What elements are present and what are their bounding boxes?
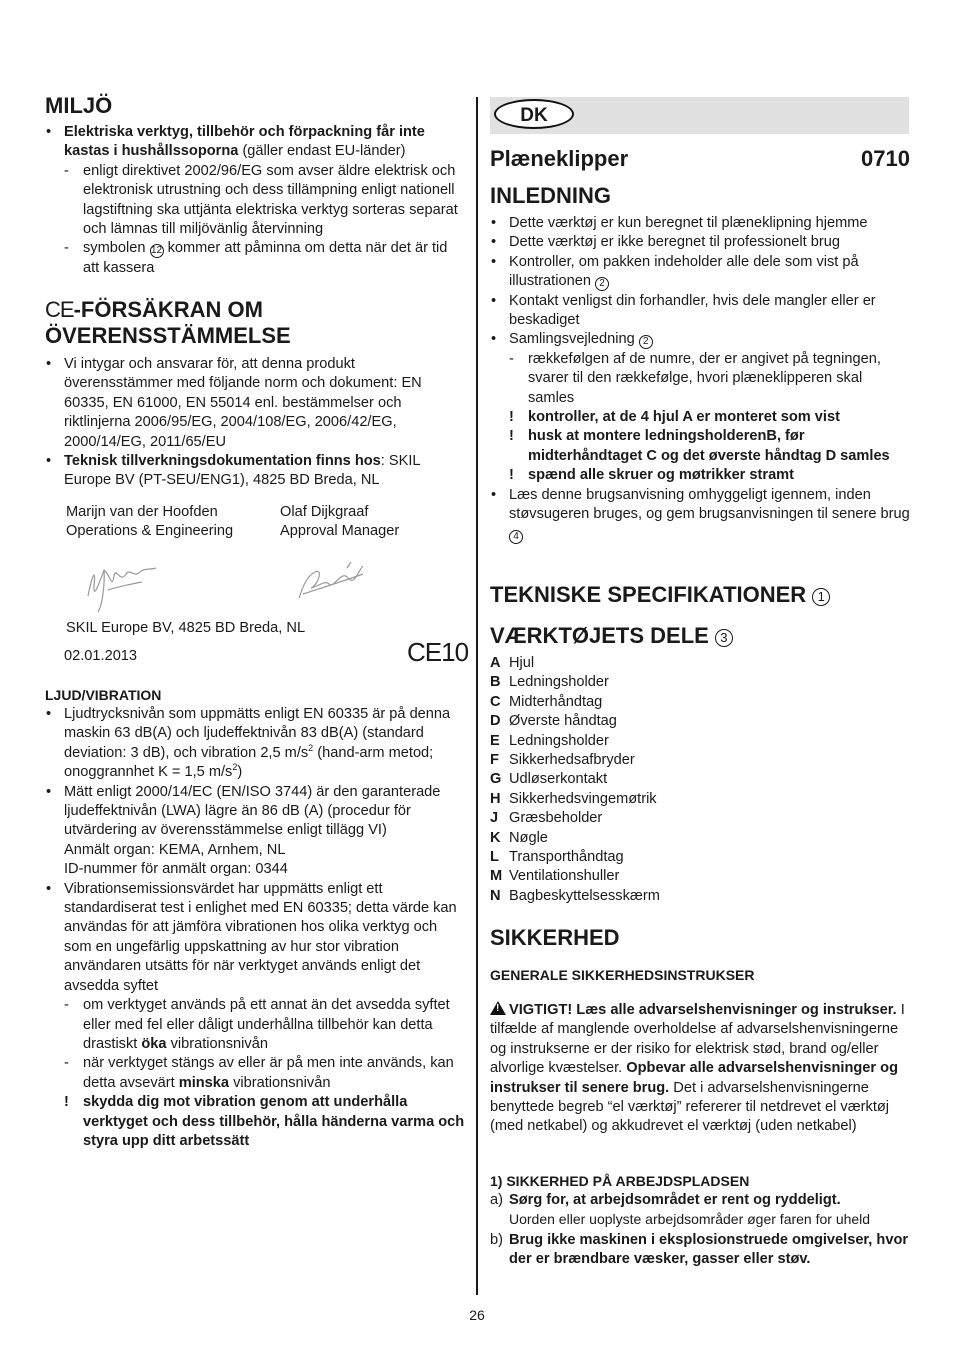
callout-number: 1 <box>812 588 830 606</box>
part-item <box>490 770 910 789</box>
list-item: • Ljudtrycksnivån som uppmätts enligt EN 60335 är på denna maskin 63 dB(A) och ljudeffektnivån 83 dB(A) (standard deviation: 3 dB), och vibration 2,5 $m/s^2$ (hand-arm metod; onoggrannhet K = 1,5 $m/s^2$) <box>45 705 465 783</box>
parts-list <box>490 654 910 906</box>
part-label: Ledningsholder <box>509 732 609 749</box>
ce-declaration-heading: CE-FÖRSÄKRAN OM ÖVERENSSTÄMMELSE <box>45 297 291 348</box>
warning-note: ! husk at montere ledningsholderenB, før midterhåndtaget C og det øverste håndtag D samles <box>509 428 890 464</box>
warning-note: ! spænd alle skruer og møtrikker stramt <box>509 467 795 484</box>
part-item <box>490 712 910 731</box>
part-item <box>490 867 910 886</box>
part-label: Transporthåndtag <box>509 849 624 866</box>
list-subitem: - när verktyget stängs av eller är på men inte används, kan detta avsevärt minska vibrationsnivån <box>64 1055 454 1091</box>
callout-number: 12 <box>150 245 163 257</box>
list-item: • Teknisk tillverkningsdokumentation finns hos: SKIL Europe BV (PT-SEU/ENG1), 4825 BD Breda, NL <box>45 452 465 491</box>
sikkerhed-subheading: GENERALE SIKKERHEDSINSTRUKSER <box>490 967 755 983</box>
signatory-2: Olaf Dijkgraaf Approval Manager <box>280 504 400 540</box>
column-divider <box>476 97 478 1295</box>
language-bar <box>490 97 909 134</box>
list-item: • Dette værktøj er ikke beregnet til professionelt brug <box>490 233 910 252</box>
inledning-section <box>490 214 910 544</box>
product-code: 0710 <box>861 146 910 171</box>
miljo-heading: MILJÖ <box>45 93 113 118</box>
signature-1-image <box>80 556 160 614</box>
part-letter: D <box>490 713 501 730</box>
list-item: • Elektriska verktyg, tillbehör och förpackning får inte kastas i hushållssoporna (gäller endast EU-länder) <box>45 123 465 162</box>
part-label: Ventilationshuller <box>509 868 620 885</box>
important-notice: !VIGTIGT! Læs alle advarselshenvisninger og instrukser. I tilfælde af manglende overholdelse af advarselshenvisningerne og instrukserne er der risiko for elektrisk stød, brand og/eller alvorlige kvæstelser. Opbevar alle advarselshenvisninger og instrukser til senere brug. Det i advarselshenvisningerne benyttede begreb “el værktøj” refererer til netdrevet el værktøj (med netkabel) og akkudrevet el værktøj (uden netkabel) <box>490 1001 910 1137</box>
part-label: Bagbeskyttelsesskærm <box>509 887 660 904</box>
part-label: Græsbeholder <box>509 810 603 827</box>
part-letter: N <box>490 887 501 904</box>
list-item: a) Sørg for, at arbejdsområdet er rent og ryddeligt. Uorden eller uoplyste arbejdsområder øger faren for uheld <box>490 1192 871 1228</box>
signatory-1: Marijn van der Hoofden Operations & Engineering <box>66 504 234 540</box>
part-item <box>490 829 910 848</box>
part-label: Hjul <box>509 655 535 671</box>
part-label: Ledningsholder <box>509 674 609 691</box>
declaration-date: 02.01.2013 <box>64 648 138 664</box>
part-item <box>490 751 910 770</box>
part-letter: B <box>490 674 501 691</box>
list-item: • Dette værktøj er kun beregnet til plæneklipning hjemme <box>490 214 910 233</box>
list-item: • Læs denne brugsanvisning omhyggeligt igennem, inden støvsugeren bruges, og gem brugsanvisningen til senere brug 4 <box>490 486 910 544</box>
list-item: • Vi intygar och ansvarar för, att denna produkt överensstämmer med följande norm och dokument: EN 60335, EN 61000, EN 55014 enl. bestämmelser och riktlinjerna 2006/95/EG, 2004/108/EG, 2006/42/EG, 2000/14/EG, 2011/65/EU <box>45 355 465 452</box>
list-item: • Samlingsvejledning 2 <box>490 330 910 349</box>
part-letter: C <box>490 693 501 710</box>
company-address: SKIL Europe BV, 4825 BD Breda, NL <box>66 620 306 636</box>
list-item: • Kontroller, om pakken indeholder alle dele som vist på illustrationen 2 <box>490 253 910 292</box>
part-label: Sikkerhedsafbryder <box>509 752 635 769</box>
callout-number: 2 <box>595 277 609 291</box>
signature-2-image <box>293 558 368 606</box>
part-item <box>490 673 910 692</box>
sikkerhed-heading: SIKKERHED <box>490 925 620 950</box>
inledning-heading: INLEDNING <box>490 183 611 208</box>
list-subitem: - om verktyget används på ett annat än det avsedda syftet eller med fel eller dåligt underhållna tillbehör kan detta drastiskt öka vibrationsnivån <box>64 997 450 1052</box>
ce-declaration-section <box>45 355 465 491</box>
language-badge: DK <box>494 99 574 129</box>
part-letter: F <box>490 752 499 769</box>
callout-number: 2 <box>639 335 653 349</box>
part-item <box>490 654 910 673</box>
ce-mark: CE <box>45 297 74 322</box>
part-item <box>490 790 910 809</box>
part-letter: J <box>490 810 499 827</box>
part-label: Udløserkontakt <box>509 771 608 788</box>
list-subitem: - enligt direktivet 2002/96/EG som avser äldre elektrisk och elektronisk utrustning och dess tillämpning enligt nationell lagstiftning ska uttjänta elektriska verktyg sorteras separat och lämnas till miljövänlig återvinning <box>64 162 458 238</box>
miljo-section <box>45 123 465 278</box>
warning-note: ! skydda dig mot vibration genom att underhålla verktyget och dess tillbehör, hålla händerna varma och styra upp ditt arbetssätt <box>64 1094 465 1149</box>
part-item <box>490 887 910 906</box>
part-item <box>490 732 910 751</box>
list-item: • Vibrationsemissionsvärdet har uppmätts enligt ett standardiserat test i enlighet med EN 60335; detta värde kan användas för att jämföra vibrationen hos olika verktyg och som en ungefärlig uppskattning av hur stor vibration användaren utsätts för när verktyget används enligt det avsedda syftet <box>45 880 465 996</box>
part-item <box>490 693 910 712</box>
tekniske-spec-heading: TEKNISKE SPECIFIKATIONER 1 <box>490 582 830 608</box>
part-letter: L <box>490 849 499 866</box>
part-label: Midterhåndtag <box>509 693 603 710</box>
sec1-heading: 1) SIKKERHED PÅ ARBEJDSPLADSEN <box>490 1173 750 1189</box>
callout-number: 3 <box>715 629 733 647</box>
page-number: 26 <box>469 1307 485 1323</box>
list-item: • Kontakt venligst din forhandler, hvis dele mangler eller er beskadiget <box>490 292 910 331</box>
part-letter: A <box>490 655 501 671</box>
dele-heading: VÆRKTØJETS DELE 3 <box>490 623 733 649</box>
ce-10-mark: CE10 <box>407 637 469 667</box>
warning-note: ! kontroller, at de 4 hjul A er monteret som vist <box>509 409 840 426</box>
sec1-items <box>490 1191 910 1270</box>
warning-triangle-icon <box>490 1001 506 1015</box>
part-letter: E <box>490 732 500 749</box>
part-item <box>490 809 910 828</box>
list-subitem: - symbolen 12 kommer att påminna om detta när det är tid att kassera <box>64 240 448 276</box>
part-letter: H <box>490 790 501 807</box>
ljud-vibration-heading: LJUD/VIBRATION <box>45 687 162 703</box>
list-subitem: - rækkefølgen af de numre, der er angivet på tegningen, svarer til den rækkefølge, hvori plæneklipperen skal samles <box>509 350 881 406</box>
part-label: Øverste håndtag <box>509 713 617 730</box>
part-label: Nøgle <box>509 829 548 846</box>
part-letter: K <box>490 829 501 846</box>
part-letter: M <box>490 868 503 885</box>
list-item: b) Brug ikke maskinen i eksplosionstruede omgivelser, hvor der er brændbare væsker, gasser eller støv. <box>490 1231 909 1268</box>
part-item <box>490 848 910 867</box>
callout-number: 4 <box>509 530 523 544</box>
product-title-row <box>490 146 910 172</box>
product-title: Plæneklipper <box>490 146 629 171</box>
part-label: Sikkerhedsvingemøtrik <box>509 790 657 807</box>
ljud-vibration-section <box>45 705 465 1151</box>
part-letter: G <box>490 771 502 788</box>
list-item: • Mätt enligt 2000/14/EC (EN/ISO 3744) är den garanterade ljudeffektnivån (LWA) lägre än 86 dB (A) (procedur för utvärdering av överensstämmelse enligt tillägg VI) Anmält organ: KEMA, Arnhem, NL ID-nummer för anmält organ: 0344 <box>45 783 465 880</box>
